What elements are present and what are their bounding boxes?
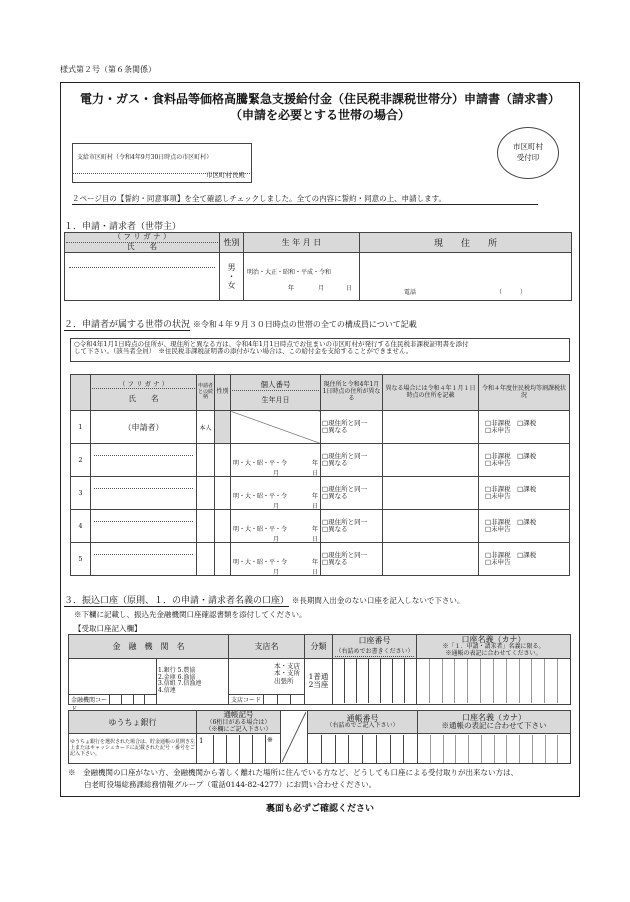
- header-bank-name: 金 融 機 関 名: [69, 635, 229, 659]
- form-title: 電力・ガス・食料品等価格高騰緊急支援給付金（住民税非課税世帯分）申請書（請求書）: [79, 92, 560, 106]
- addressee-line: 支給市区町村（令和4年9月30日時点の市区町村）: [77, 154, 213, 161]
- header-birth: 生 年 月 日: [244, 233, 360, 253]
- previous-address-field[interactable]: [383, 477, 479, 510]
- previous-address-field[interactable]: [383, 444, 479, 477]
- household-row: [71, 411, 570, 444]
- header-yucho-holder: 口座名義（カナ） ※通帳の表記に合わせて下さい: [418, 711, 571, 734]
- member-sex-field[interactable]: [215, 510, 231, 543]
- member-name-field[interactable]: [91, 444, 197, 477]
- bank-type-options[interactable]: 1.銀行 5.農協 2.金庫 6.漁協 3.信組 7.信漁連 4.信連: [157, 658, 229, 704]
- bank-name-field[interactable]: 金融機関コード: [69, 658, 157, 704]
- section2-heading-row: [64, 317, 417, 330]
- header-member-sex: 性別: [215, 375, 231, 411]
- yucho-note: ゆうちょ銀行を選択された場合は、貯金通帳の見開き左上またはキャッシュカードに記載された記号・番号をご記入下さい。: [69, 734, 197, 764]
- member-name-field[interactable]: [91, 510, 197, 543]
- household-table: [70, 374, 570, 576]
- member-birth-field[interactable]: 明・大・昭・平・令 年 月 日: [231, 477, 321, 510]
- header-account-number: 口座番号 （右詰めでお書きください）: [333, 635, 417, 659]
- addr-check[interactable]: □現住所と同一 □異なる: [321, 411, 383, 444]
- member-birth-field[interactable]: 明・大・昭・平・令 年 月 日: [231, 510, 321, 543]
- account-holder-field[interactable]: [417, 658, 571, 704]
- tax-check[interactable]: □非課税 □課税 □未申告: [479, 444, 570, 477]
- section1-heading: １．申請・請求者（世帯主）: [64, 219, 181, 233]
- header-tax-status: 令和４年度住民税均等割課税状況: [479, 375, 570, 411]
- non-taxation-certificate-note: ○令和4年1月1日時点の住所が、現住所と異なる方は、令和4年1月1日時点でお住まいの市区町村が発行する住民税非課税証明書を添付 して下さい。（該当者全員） ※住民税非課税証明書の添付がない場合は、この給付金を支給することができません。: [70, 338, 570, 362]
- tax-check[interactable]: □非課税 □課税 □未申告: [479, 510, 570, 543]
- household-row: [71, 444, 570, 477]
- row-number: 4: [71, 510, 91, 543]
- header-account-holder: 口座名義（カナ） ※「１．申請・請求者」名義に限る。 ※通帳の表記に合わせてください。: [417, 635, 571, 659]
- applicant-table: [64, 232, 572, 301]
- stamp-label: 受付印: [516, 153, 540, 162]
- section3-heading-row: [64, 593, 464, 606]
- header-addr-diff: 異なる場合には令和４年１月１日時点の住所を記載: [383, 375, 479, 411]
- header-branch-name: 支店名: [229, 635, 305, 659]
- member-sex-field[interactable]: [215, 543, 231, 576]
- header-sex: 性別: [220, 233, 244, 253]
- member-birth-field[interactable]: 明・大・昭・平・令 年 月 日: [231, 543, 321, 576]
- section3-note: ※長期間入出金のない口座を記入しないで下さい。: [291, 596, 465, 605]
- member-birth-field[interactable]: 明・大・昭・平・令 年 月 日: [231, 444, 321, 477]
- header-address: 現 住 所: [360, 233, 572, 253]
- header-passbook-number: 通帳番号 （右詰めでご記入下さい）: [308, 711, 418, 734]
- row-number: 1: [71, 411, 91, 444]
- member-name-field[interactable]: [91, 543, 197, 576]
- back-side-notice: 裏面も必ずご確認ください: [265, 804, 374, 814]
- header-passbook-symbol: 通帳記号 （6桁目がある場合は） （※欄にご記入下さい）: [197, 711, 281, 734]
- member-relation-field[interactable]: [197, 444, 215, 477]
- reception-stamp-circle: [497, 127, 559, 179]
- member-name-field[interactable]: [91, 477, 197, 510]
- account-kind-options[interactable]: 1普通 2当座: [305, 658, 333, 704]
- yucho-diagonal: [281, 711, 308, 764]
- header-yucho: ゆうちょ銀行: [69, 711, 197, 734]
- addr-check[interactable]: □現住所と同一 □異なる: [321, 477, 383, 510]
- yucho-table: [68, 710, 571, 764]
- header-furigana-name: （ フ リ ガ ナ ） 氏 名: [65, 233, 220, 253]
- addressee-divider: [72, 173, 252, 174]
- footnote-line: 白老町役場総務課総務情報グループ（電話0144-82-4277）にお問い合わせください。: [84, 779, 377, 789]
- row-number: 2: [71, 444, 91, 477]
- header-mynumber-birth: 個人番号 生年月日: [231, 375, 321, 411]
- section3-subnote: ※下欄に記載し、振込先金融機関口座確認書類を添付してください。: [74, 610, 307, 619]
- agreement-statement: ２ページ目の【誓約・同意事項】を全て確認しチェックしました。全ての内容に誓約・同意の上、申請します。: [72, 193, 538, 205]
- member-sex-field: [215, 411, 231, 444]
- applicant-sex-field[interactable]: 男 ・ 女: [220, 253, 244, 301]
- member-mynumber-field: [231, 411, 321, 444]
- branch-name-field[interactable]: 本・支店 本・支所 出張所 支店コード: [229, 658, 305, 704]
- tax-check[interactable]: □非課税 □課税 □未申告: [479, 543, 570, 576]
- member-sex-field[interactable]: [215, 477, 231, 510]
- section2-note: ※令和４年９月３０日時点の世帯の全ての構成員について記載: [192, 320, 417, 329]
- addr-check[interactable]: □現住所と同一 □異なる: [321, 543, 383, 576]
- member-relation-field[interactable]: [197, 477, 215, 510]
- row-number: 5: [71, 543, 91, 576]
- bank-box-label: 【受取口座記入欄】: [74, 624, 142, 633]
- previous-address-field[interactable]: [383, 543, 479, 576]
- previous-address-field[interactable]: [383, 510, 479, 543]
- tax-check[interactable]: □非課税 □課税 □未申告: [479, 477, 570, 510]
- header-member-name: （ フ リ ガ ナ ） 氏 名: [91, 375, 197, 411]
- applicant-name-field[interactable]: [65, 253, 220, 301]
- header-addr-same: 現住所と令和4年1月1日時点の住所が異なる: [321, 375, 383, 411]
- applicant-birth-field[interactable]: 明治・大正・昭和・平成・令和 年 月 日: [244, 253, 360, 301]
- addr-check[interactable]: □現住所と同一 □異なる: [321, 510, 383, 543]
- yucho-holder-field[interactable]: [418, 734, 571, 764]
- section3-heading: ３．振込口座（原則、１．の申請・請求者名義の口座）: [64, 596, 290, 606]
- member-relation-field: 本人: [197, 411, 215, 444]
- account-number-field[interactable]: [333, 658, 417, 704]
- section2-heading: ２．申請者が属する世帯の状況: [64, 320, 191, 330]
- addressee-box: [72, 143, 252, 183]
- previous-address-field[interactable]: [383, 411, 479, 444]
- addressee-chief: 市区町村長殿: [206, 171, 245, 179]
- applicant-address-field[interactable]: 電話 （ ）: [360, 253, 572, 301]
- passbook-number-field[interactable]: [308, 734, 418, 764]
- footnote: [68, 769, 574, 789]
- passbook-symbol-field[interactable]: 1 ※: [197, 734, 281, 764]
- household-row: [71, 477, 570, 510]
- stamp-label: 市区町村: [513, 142, 543, 151]
- header-account-kind: 分類: [305, 635, 333, 659]
- tax-check[interactable]: □非課税 □課税 □未申告: [479, 411, 570, 444]
- header-relation: 申請者との続柄: [197, 375, 215, 411]
- member-relation-field[interactable]: [197, 510, 215, 543]
- footnote-line: ※ 金融機関の口座がない方、金融機関から著しく離れた場所に住んでいる方など、どうしても口座による受付取りが出来ない方は、: [68, 768, 518, 777]
- addr-check[interactable]: □現住所と同一 □異なる: [321, 444, 383, 477]
- bank-account-table: [68, 634, 571, 713]
- member-name-field: （申請者）: [91, 411, 197, 444]
- household-row: [71, 510, 570, 543]
- row-number: 3: [71, 477, 91, 510]
- member-sex-field[interactable]: [215, 444, 231, 477]
- form-number: 様式第２号（第６条関係）: [60, 65, 156, 74]
- household-row: [71, 543, 570, 576]
- member-relation-field[interactable]: [197, 543, 215, 576]
- form-subtitle: （申請を必要とする世帯の場合）: [229, 108, 410, 122]
